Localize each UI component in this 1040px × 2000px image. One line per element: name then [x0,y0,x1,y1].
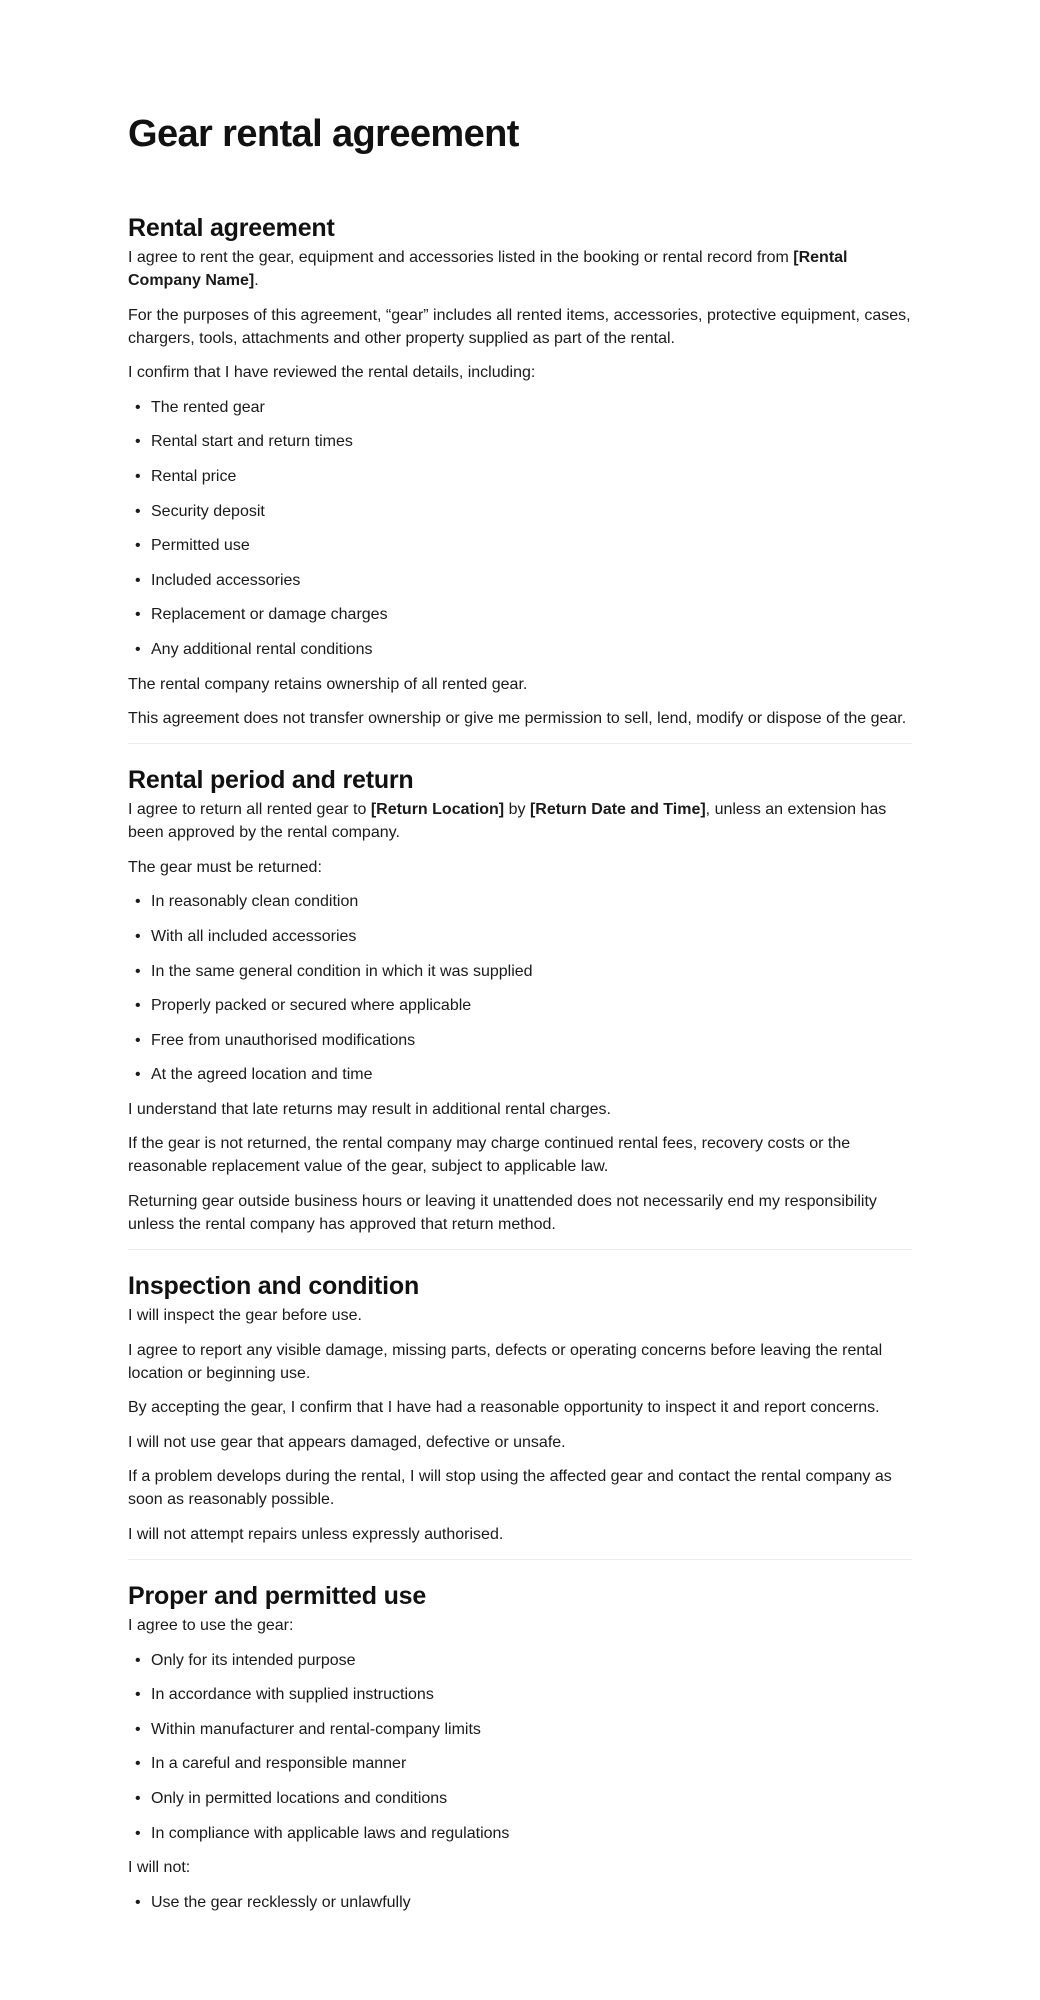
paragraph: The rental company retains ownership of all rented gear. [128,675,528,693]
paragraph: For the purposes of this agreement, “gear” includes all rented items, accessories, protective equipment, cases, chargers, tools, attachments and other property supplied as part of the rental. [128,306,911,347]
list-item-text: Only for its intended purpose [151,1651,356,1669]
list-item-text: Permitted use [151,537,250,555]
section-divider [128,1559,912,1560]
paragraph: By accepting the gear, I confirm that I have had a reasonable opportunity to inspect it and report concerns. [128,1399,880,1417]
section-divider [128,1249,912,1250]
bullet-icon: • [135,606,141,624]
paragraph: The gear must be returned: [128,858,322,876]
list-item [128,500,912,523]
list-item-text: In accordance with supplied instructions [151,1686,434,1704]
list-item-text: In the same general condition in which it was supplied [151,962,533,980]
placeholder-rental-company-name: [Rental Company Name] [128,249,848,289]
list-item-text: Within manufacturer and rental-company limits [151,1720,481,1738]
page-title: Gear rental agreement [128,113,519,155]
bullet-icon: • [135,1893,141,1911]
bullet-icon: • [135,537,141,555]
bullet-list [128,1891,912,1914]
paragraph: I agree to use the gear: [128,1617,294,1635]
bullet-icon: • [135,1031,141,1049]
list-item-text: Rental price [151,467,237,485]
list-item [128,925,912,948]
section-heading: Rental period and return [128,766,414,795]
section-rental-period-and-return [128,764,912,1236]
list-item [128,430,912,453]
paragraph: I understand that late returns may result in additional rental charges. [128,1100,611,1118]
list-item [128,638,912,661]
bullet-icon: • [135,1790,141,1807]
list-item-text: In reasonably clean condition [151,893,359,911]
list-item-text: Any additional rental conditions [151,640,373,658]
list-item-text: In a careful and responsible manner [151,1755,407,1773]
bullet-icon: • [135,893,141,911]
bullet-icon: • [135,1824,141,1842]
paragraph: I will not attempt repairs unless expressly authorised. [128,1526,504,1544]
list-item [128,994,912,1017]
paragraph [128,246,912,292]
bullet-icon: • [135,467,141,485]
list-item [128,603,912,626]
section-heading: Rental agreement [128,214,335,242]
list-item [128,1649,912,1672]
bullet-icon: • [135,1651,141,1669]
section-rental-agreement [128,212,912,730]
document-content [128,110,912,1925]
list-item [128,1822,912,1845]
list-item-text: Rental start and return times [151,433,353,451]
list-item [128,465,912,488]
list-item [128,1683,912,1706]
bullet-icon: • [135,962,141,980]
paragraph: I will not use gear that appears damaged, defective or unsafe. [128,1433,566,1451]
list-item [128,1891,912,1914]
list-item-text: Only in permitted locations and conditions [151,1790,448,1807]
list-item-text: Included accessories [151,571,301,589]
bullet-icon: • [135,1686,141,1704]
paragraph-text: I agree to return all rented gear to [128,801,371,819]
section-inspection-and-condition [128,1270,912,1546]
bullet-icon: • [135,997,141,1015]
list-item [128,1787,912,1810]
paragraph: If the gear is not returned, the rental company may charge continued rental fees, recovery costs or the reasonable replacement value of the gear, subject to applicable law. [128,1135,851,1176]
bullet-icon: • [135,1066,141,1084]
list-item-text: Properly packed or secured where applicable [151,997,472,1015]
paragraph: Returning gear outside business hours or leaving it unattended does not necessarily end my responsibility unless the rental company has approved that return method. [128,1193,877,1234]
list-item-text: Free from unauthorised modifications [151,1031,416,1049]
list-item [128,1063,912,1086]
bullet-icon: • [135,571,141,589]
bullet-list [128,396,912,661]
section-heading: Inspection and condition [128,1272,420,1301]
list-item [128,396,912,419]
paragraph-text: by [504,801,530,819]
bullet-icon: • [135,502,141,520]
list-item-text: Use the gear recklessly or unlawfully [151,1893,411,1911]
list-item-text: At the agreed location and time [151,1066,373,1084]
paragraph: I agree to report any visible damage, missing parts, defects or operating concerns before leaving the rental location or beginning use. [128,1341,883,1382]
bullet-icon: • [135,398,141,416]
placeholder-return-date-time: [Return Date and Time] [529,801,706,819]
list-item-text: The rented gear [151,398,265,416]
bullet-icon: • [135,433,141,451]
paragraph: If a problem develops during the rental, I will stop using the affected gear and contact the rental company as soon as reasonably possible. [128,1468,892,1509]
paragraph: This agreement does not transfer ownership or give me permission to sell, lend, modify or dispose of the gear. [128,710,907,728]
list-item-text: With all included accessories [151,927,357,945]
paragraph-text: I agree to rent the gear, equipment and accessories listed in the booking or rental record from [128,249,794,266]
placeholder-return-location: [Return Location] [370,801,505,819]
paragraph: I confirm that I have reviewed the rental details, including: [128,364,536,382]
bullet-icon: • [135,1720,141,1738]
paragraph-text: . [254,272,259,289]
bullet-icon: • [135,640,141,658]
list-item [128,1718,912,1741]
paragraph: I will inspect the gear before use. [128,1307,362,1325]
list-item-text: Replacement or damage charges [151,606,388,624]
list-item-text: In compliance with applicable laws and regulations [151,1824,510,1842]
bullet-icon: • [135,927,141,945]
list-item [128,1029,912,1052]
bullet-list [128,1649,912,1845]
list-item-text: Security deposit [151,502,265,520]
section-divider [128,743,912,744]
paragraph: I will not: [128,1859,191,1877]
bullet-icon: • [135,1755,141,1773]
list-item [128,1752,912,1775]
section-proper-and-permitted-use [128,1580,912,1914]
paragraph-text: , unless an extension has been approved by the rental company. [128,801,887,842]
list-item [128,890,912,913]
paragraph [128,798,912,844]
list-item [128,569,912,592]
list-item [128,960,912,983]
section-heading: Proper and permitted use [128,1582,427,1611]
list-item [128,534,912,557]
bullet-list [128,890,912,1086]
